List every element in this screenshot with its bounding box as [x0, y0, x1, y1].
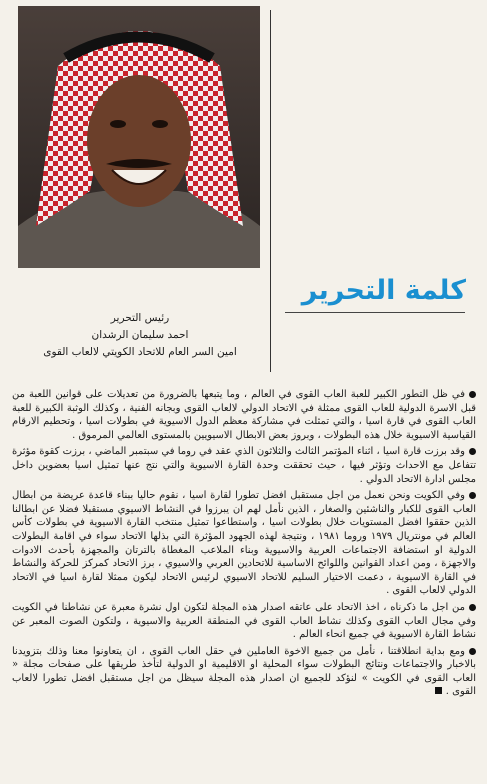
bullet-icon — [469, 648, 476, 655]
paragraph — [12, 489, 476, 598]
paragraph — [12, 445, 476, 486]
paragraph-text: ومع بداية انطلاقتنا ، نأمل من جميع الاخوة العاملين في حقل العاب القوى ، ان يتعاونوا معنا وذلك بتزويدنا بالاخبار والاجتماعات ونتائج البطولات سواء المحلية او الاقليمية او الدولية لتأخذ طريقها على صفحات مجلة « العاب القوى في الكويت » لنؤكد للجميع ان اصدار هذه المجلة سيظل من اجل مستقبل افضل تطورا لالعاب القوى . — [12, 645, 476, 698]
paragraph — [12, 601, 476, 642]
bullet-icon — [469, 492, 476, 499]
credit-role: رئيس التحرير — [110, 312, 170, 324]
bullet-icon — [469, 391, 476, 398]
page-title: كلمة التحرير — [301, 275, 466, 306]
editor-portrait — [18, 6, 260, 268]
bullet-icon — [469, 604, 476, 611]
editorial-body — [12, 388, 476, 702]
credit-position: امين السر العام للاتحاد الكويتي لالعاب القوى — [43, 346, 237, 358]
title-underline — [285, 312, 465, 313]
paragraph-text: وفي الكويت ونحن نعمل من اجل مستقبل افضل تطورا لقارة اسيا ، نقوم حاليا ببناء قاعدة عريضة من ابطال العاب القوى للكبار والناشئين والصغار ، الذين نأمل لهم ان يبرزوا في النشاط الاسيوي مستقبلا فضلا عن ابطالنا الذين حققوا افضل المستويات خلال بطولات اسيا ، واستطاعوا تمثيل منتخب القارة الاسيوية في بطولات كأس العالم في مونتريال ١٩٧٩ وروما ١٩٨١ ، ونتيجة لهذه الجهود المؤثرة التي بذلها الاتحاد سواء في اقامة البطولات الدولية او استضافة الاجتماعات العربية والاسيوية وبناء الملاعب المغطاة بالترتان والمجهزة بأحدث الادوات والاجهزة ، ومن اعداد القوانين واللوائح الاساسية للاتحادين العربي والاسيوي ، برز الاتحاد كمركز للحركة والنشاط في القارة الاسيوية ، دعمت الاختيار السليم للاتحاد الاسيوي لرئيس الاتحاد ليكون ممثلا لقارة اسيا في الاتحاد الدولي لالعاب القوى . — [12, 490, 477, 597]
paragraph — [12, 388, 476, 442]
end-mark-icon — [435, 687, 442, 694]
column-divider — [270, 10, 271, 372]
paragraph-text: في ظل التطور الكبير للعبة العاب القوى في العالم ، وما يتبعها بالضرورة من تعديلات على قوانين اللعبة من قبل الاسرة الدولية للعاب القوى ممثلة في الاتحاد الدولي لالعاب القوى وبجانه الفنية ، وكذلك الوثبة الكبيرة للعبة العاب القوى في قارة اسيا ، والتي تمثلت في مشاركة معظم الدول الاسيوية في بطولات اسيا ، وتحطيم الارقام القياسية الاسيوية خلال هذه البطولات ، وبروز بعض الابطال الاسيويين بالمستوى العالمي المرموق . — [12, 389, 476, 441]
bullet-icon — [469, 448, 476, 455]
paragraph-text: وقد برزت قارة اسيا ، اثناء المؤتمر الثالث والثلاثون الذي عقد في روما في سبتمبر الماضي ، برزت كقوة مؤثرة تتفاعل مع الاحداث وتؤثر فيها ، حيث تحققت وحدة القارة الاسيوية والتي نتج عنها تمثيل اسيا بعضوين داخل مجلس ادارة الاتحاد الدولي . — [12, 446, 476, 485]
editor-credits — [20, 310, 260, 361]
paragraph — [12, 645, 476, 699]
portrait-illustration — [18, 6, 260, 268]
paragraph-text: من اجل ما ذكرناه ، اخذ الاتحاد على عاتقه اصدار هذه المجلة لتكون اول نشرة معبرة عن نشاطنا في الكويت وفي مجال العاب القوى وكذلك نشاط العاب القوى في المنطقة العربية والاسيوية ، ولتكون الصوت المعبر عن نشاط القارة الاسيوية في جميع انحاء العالم . — [12, 601, 476, 641]
credit-name: احمد سليمان الرشدان — [91, 329, 189, 341]
